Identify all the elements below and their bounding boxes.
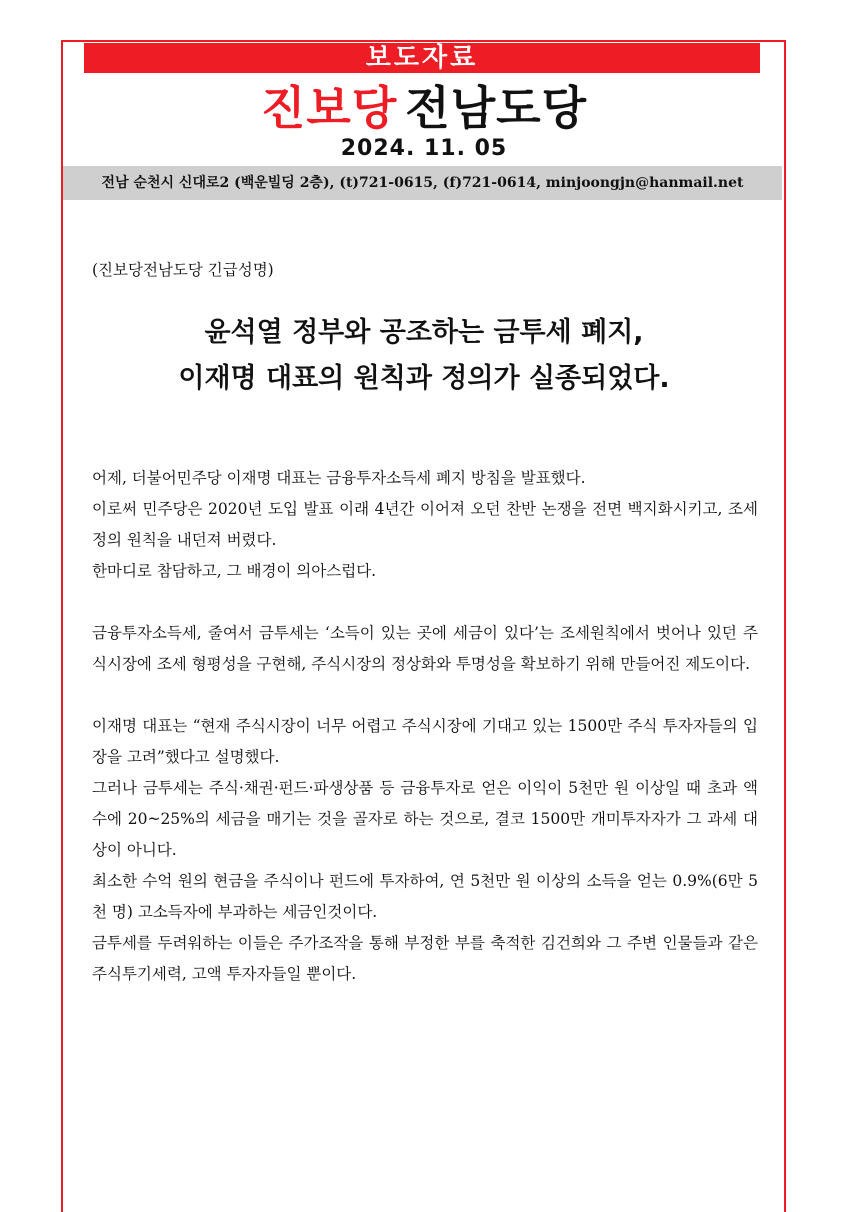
release-date: 2024. 11. 05: [340, 136, 508, 161]
body-line: 한마디로 참담하고, 그 배경이 의아스럽다.: [92, 562, 377, 580]
statement-kicker: (진보당전남도당 긴급성명): [92, 261, 274, 279]
body-line: 어제, 더불어민주당 이재명 대표는 금융투자소득세 폐지 방침을 발표했다.: [92, 469, 586, 487]
press-release-banner: 보도자료: [84, 43, 760, 73]
body-line: 최소한 수억 원의 현금을 주식이나 펀드에 투자하여, 연 5천만 원 이상의 소득을 얻는 0.9%(6만 5천 명) 고소득자에 부과하는 세금인것이다.: [92, 872, 758, 921]
headline-line-2: 이재명 대표의 원칙과 정의가 실종되었다.: [178, 363, 670, 394]
body-line: 금투세를 두려워하는 이들은 주가조작을 통해 부정한 부를 축적한 김건희와 그 주변 인물들과 같은 주식투기세력, 고액 투자자들일 뿐이다.: [92, 934, 758, 983]
party-name-red: 진보당: [260, 81, 398, 135]
body-line: 그러나 금투세는 주식·채권·펀드·파생상품 등 금융투자로 얻은 이익이 5천만 원 이상일 때 초과 액수에 20~25%의 세금을 매기는 것을 골자로 하는 것으로, 결코 1500만 개미투자자가 그 과세 대상이 아니다.: [92, 779, 758, 859]
paragraph-3: [92, 711, 758, 990]
party-logo: [0, 80, 848, 136]
headline-line-1: 윤석열 정부와 공조하는 금투세 폐지,: [204, 317, 644, 348]
party-name-black: 전남도당: [405, 81, 588, 135]
address-bar: 전남 순천시 신대로2 (백운빌딩 2층), (t)721-0615, (f)721-0614, minjoongjn@hanmail.net: [63, 166, 782, 200]
statement-body: [92, 463, 758, 1021]
body-line: 이재명 대표는 “현재 주식시장이 너무 어렵고 주식시장에 기대고 있는 1500만 주식 투자자들의 입장을 고려”했다고 설명했다.: [92, 717, 758, 766]
headline: [0, 310, 848, 402]
paragraph-1: [92, 463, 758, 587]
paragraph-2: [92, 618, 758, 680]
body-line: 금융투자소득세, 줄여서 금투세는 ‘소득이 있는 곳에 세금이 있다’는 조세원칙에서 벗어나 있던 주식시장에 조세 형평성을 구현해, 주식시장의 정상화와 투명성을 확보하기 위해 만들어진 제도이다.: [92, 624, 758, 673]
body-line: 이로써 민주당은 2020년 도입 발표 이래 4년간 이어져 오던 찬반 논쟁을 전면 백지화시키고, 조세정의 원칙을 내던져 버렸다.: [92, 500, 758, 549]
